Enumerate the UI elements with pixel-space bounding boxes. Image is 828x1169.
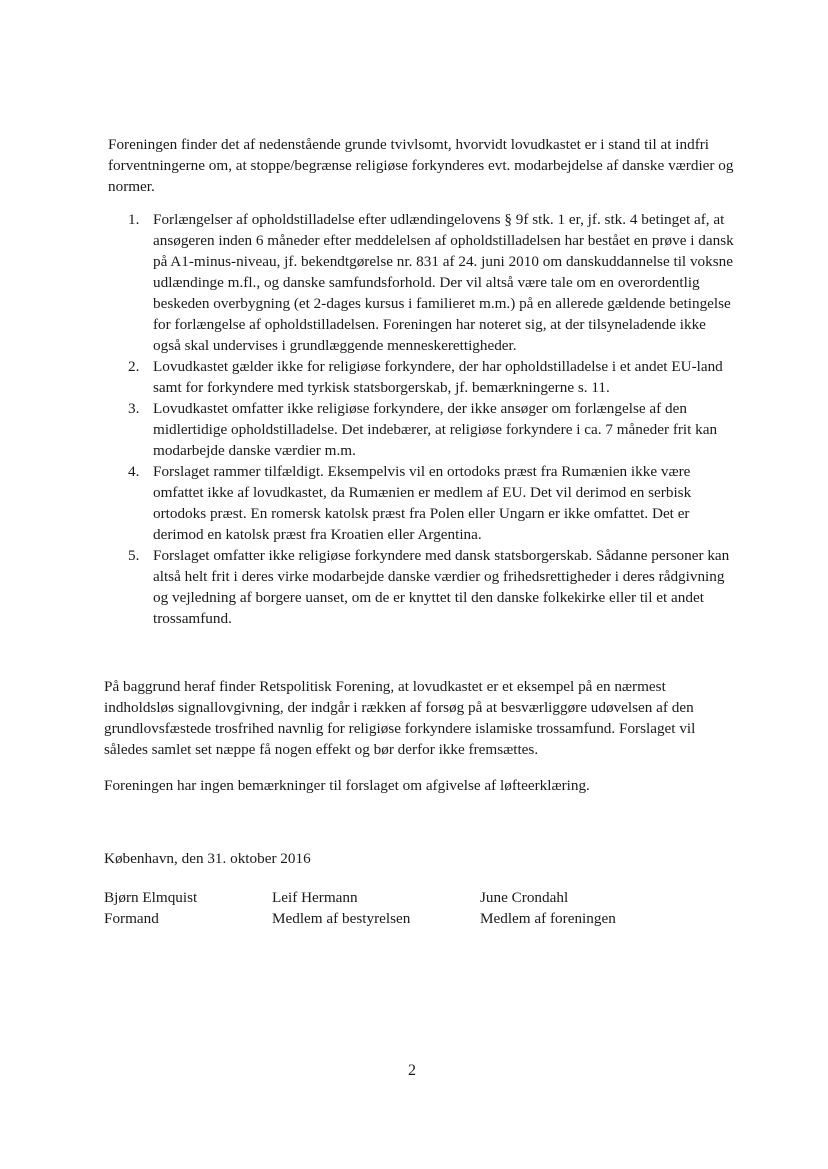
page-number: 2 [408, 1062, 416, 1079]
intro-paragraph: Foreningen finder det af nedenstående grunde tvivlsomt, hvorvidt lovudkastet er i stand til at indfri forventningerne om, at stoppe/begrænse religiøse forkynderes evt. modarbejdelse af danske værdier og normer. [108, 136, 734, 195]
list-item [128, 356, 736, 398]
numbered-list [128, 209, 736, 629]
signatory-3 [480, 887, 616, 929]
list-item-number: 4. [128, 463, 140, 480]
list-item-number: 2. [128, 358, 140, 375]
list-item [128, 398, 736, 461]
list-item [128, 545, 736, 629]
signatory-role: Formand [104, 910, 159, 927]
list-item-number: 3. [128, 400, 140, 417]
signatory-name: Bjørn Elmquist [104, 889, 198, 906]
place-date: København, den 31. oktober 2016 [104, 850, 311, 867]
signatory-name: June Crondahl [480, 889, 569, 906]
signatory-2 [272, 887, 410, 929]
conclusion-paragraph: På baggrund heraf finder Retspolitisk Forening, at lovudkastet er et eksempel på en nærmest indholdsløs signallovgivning, der indgår i rækken af forsøg på at besværliggøre udøvelsen af den grundlovsfæstede trosfrihed navnlig for religiøse forkyndere islamiske trossamfund. Forslaget vil således samlet set næppe få nogen effekt og bør derfor ikke fremsættes. [104, 678, 696, 758]
list-item [128, 209, 736, 356]
list-item [128, 461, 736, 545]
list-item-number: 1. [128, 211, 140, 228]
signatory-role: Medlem af bestyrelsen [272, 910, 411, 927]
list-item-text: Forslaget rammer tilfældigt. Eksempelvis vil en ortodoks præst fra Rumænien ikke være omfattet ikke af lovudkastet, da Rumænien er medlem af EU. Det vil derimod en serbisk ortodoks præst. En romersk katolsk præst fra Polen eller Ungarn er ikke omfattet. Det er derimod en katolsk præst fra Kroatien eller Argentina. [153, 463, 692, 543]
list-item-text: Lovudkastet omfatter ikke religiøse forkyndere, der ikke ansøger om forlængelse af den midlertidige opholdstilladelse. Det indebærer, at religiøse forkyndere i ca. 7 måneder frit kan modarbejde danske værdier m.m. [153, 400, 718, 459]
list-item-text: Forlængelser af opholdstilladelse efter udlændingelovens § 9f stk. 1 er, jf. stk. 4 betinget af, at ansøgeren inden 6 måneder efter meddelelsen af opholdstilladelsen har bestået en prøve i dansk på A1-minus-niveau, jf. bekendtgørelse nr. 831 af 24. juni 2010 om danskuddannelse til voksne udlændinge m.fl., og danske samfundsforhold. Der vil altså være tale om en overordentlig beskeden overbygning (et 2-dages kursus i familieret m.m.) på en allerede gældende betingelse for forlængelse af opholdstilladelsen. Foreningen har noteret sig, at der tilsyneladende ikke også skal undervises i grundlæggende menneskerettigheder. [153, 211, 734, 354]
list-item-number: 5. [128, 547, 140, 564]
list-item-text: Lovudkastet gælder ikke for religiøse forkyndere, der har opholdstilladelse i et andet EU-land samt for forkyndere med tyrkisk statsborgerskab, jf. bemærkningerne s. 11. [153, 358, 723, 396]
signatory-1 [104, 887, 197, 929]
signatory-name: Leif Hermann [272, 889, 358, 906]
remark-paragraph: Foreningen har ingen bemærkninger til forslaget om afgivelse af løfteerklæring. [104, 777, 590, 794]
signatory-role: Medlem af foreningen [480, 910, 616, 927]
list-item-text: Forslaget omfatter ikke religiøse forkyndere med dansk statsborgerskab. Sådanne personer kan altså helt frit i deres virke modarbejde danske værdier og frihedsrettigheder i deres rådgivning og vejledning af borgere uanset, om de er knyttet til den danske folkekirke eller til et andet trossamfund. [153, 547, 730, 627]
